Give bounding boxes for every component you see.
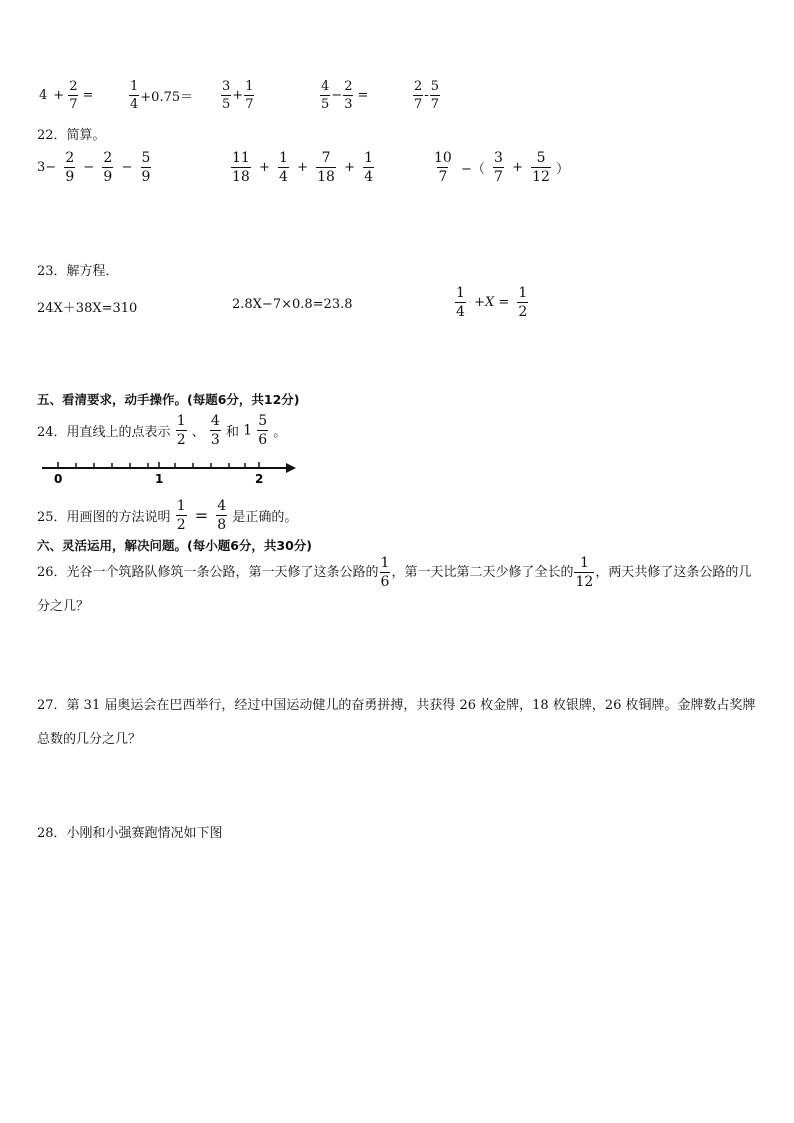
expr-4: $\frac{4}{5}$ − $\frac{2}{3}$ = xyxy=(321,79,369,112)
question-23-label: 23．解方程． xyxy=(37,264,119,279)
tick-label-0: 0 xyxy=(54,472,63,486)
arrow-head-icon xyxy=(286,463,296,473)
fraction: $\frac{1}{4}$ xyxy=(456,285,465,320)
fraction: $\frac{4}{8}$ xyxy=(217,498,227,533)
tick-label-1: 1 xyxy=(155,472,164,486)
fraction: $\frac{5}{7}$ xyxy=(430,79,439,112)
fraction: $\frac{1}{4}$ xyxy=(364,150,374,185)
fraction: $\frac{3}{5}$ xyxy=(222,79,231,112)
fraction: $\frac{4}{5}$ xyxy=(321,79,330,112)
fraction: $\frac{2}{3}$ xyxy=(344,79,353,112)
section-6-heading: 六、灵活运用，解决问题。(每小题6分，共30分) xyxy=(37,538,313,553)
equation-2: 2.8X−7×0.8=23.8 xyxy=(232,297,353,312)
fraction: $\frac{2}{9}$ xyxy=(103,150,113,185)
fraction: $\frac{7}{18}$ xyxy=(317,150,335,185)
section-5-heading: 五、看清要求，动手操作。(每题6分，共12分) xyxy=(37,392,300,407)
fraction: $\frac{1}{4}$ xyxy=(279,150,288,185)
equation-1: 24X＋38X=310 xyxy=(37,301,138,316)
fraction: $\frac{4}{3}$ xyxy=(210,413,220,448)
q22-expr-2: $\frac{11}{18}$ + $\frac{1}{4}$ + $\frac{7}{18}$ + $\frac{1}{4}$ xyxy=(232,150,374,185)
equation-3: $\frac{1}{4}$ +X = $\frac{1}{2}$ xyxy=(456,285,528,320)
fraction: $\frac{5}{9}$ xyxy=(141,150,151,185)
calc-row-1 xyxy=(36,80,96,111)
tick-label-2: 2 xyxy=(255,472,264,486)
fraction: $\frac{1}{6}$ xyxy=(380,555,390,590)
expr-2: $\frac{1}{4}$ +0.75＝ xyxy=(130,79,194,112)
q22-expr-1: 3− $\frac{2}{9}$ − $\frac{2}{9}$ − $\frac{5}{9}$ xyxy=(37,150,151,185)
fraction: $\frac{2}{9}$ xyxy=(65,150,75,185)
fraction: $\frac{5}{6}$ xyxy=(258,413,268,448)
fraction: $\frac{5}{12}$ xyxy=(532,150,550,185)
number-line xyxy=(40,458,300,486)
question-24: 24．用直线上的点表示 $\frac{1}{2}$ 、 $\frac{4}{3}$ 和 1 $\frac{5}{6}$ 。 xyxy=(37,413,287,448)
question-25: 25．用画图的方法说明 $\frac{1}{2}$ = $\frac{4}{8}$ 是正确的。 xyxy=(37,498,298,533)
question-27: 27．第 31 届奥运会在巴西举行，经过中国运动健儿的奋勇拼搏，共获得 26 枚金牌，18 枚银牌，26 枚铜牌。金牌数占奖牌总数的几分之几？ xyxy=(37,698,756,747)
fraction: $\frac{1}{2}$ xyxy=(176,498,186,533)
question-22-label: 22．简算。 xyxy=(37,128,106,143)
expr-3: $\frac{3}{5}$ + $\frac{1}{7}$ xyxy=(222,79,254,112)
q22-expr-3: $\frac{10}{7}$ −（ $\frac{3}{7}$ + $\frac{5}{12}$ ） xyxy=(434,150,570,185)
fraction: $\frac{1}{4}$ xyxy=(130,79,139,112)
fraction: $\frac{1}{7}$ xyxy=(245,79,254,112)
fraction: $\frac{1}{12}$ xyxy=(575,555,594,590)
fraction: $\frac{10}{7}$ xyxy=(434,150,452,185)
fraction: $\frac{1}{2}$ xyxy=(176,413,186,448)
question-28: 28．小刚和小强赛跑情况如下图 xyxy=(37,826,223,841)
fraction: $\frac{2}{7}$ xyxy=(69,79,78,112)
expr-1: 4 + $\frac{2}{7}$ = xyxy=(39,79,94,112)
fraction: $\frac{3}{7}$ xyxy=(494,150,503,185)
fraction: $\frac{1}{2}$ xyxy=(518,285,528,320)
question-26: 26．光谷一个筑路队修筑一条公路，第一天修了这条公路的 $\frac{1}{6}$ ，第一天比第二天少修了全长的 $\frac{1}{12}$ ，两天共修了这条公路的几分之几？ xyxy=(37,555,752,614)
expr-5: $\frac{2}{7}$ - $\frac{5}{7}$ xyxy=(414,79,439,112)
fraction: $\frac{11}{18}$ xyxy=(232,150,250,185)
fraction: $\frac{2}{7}$ xyxy=(414,79,423,112)
